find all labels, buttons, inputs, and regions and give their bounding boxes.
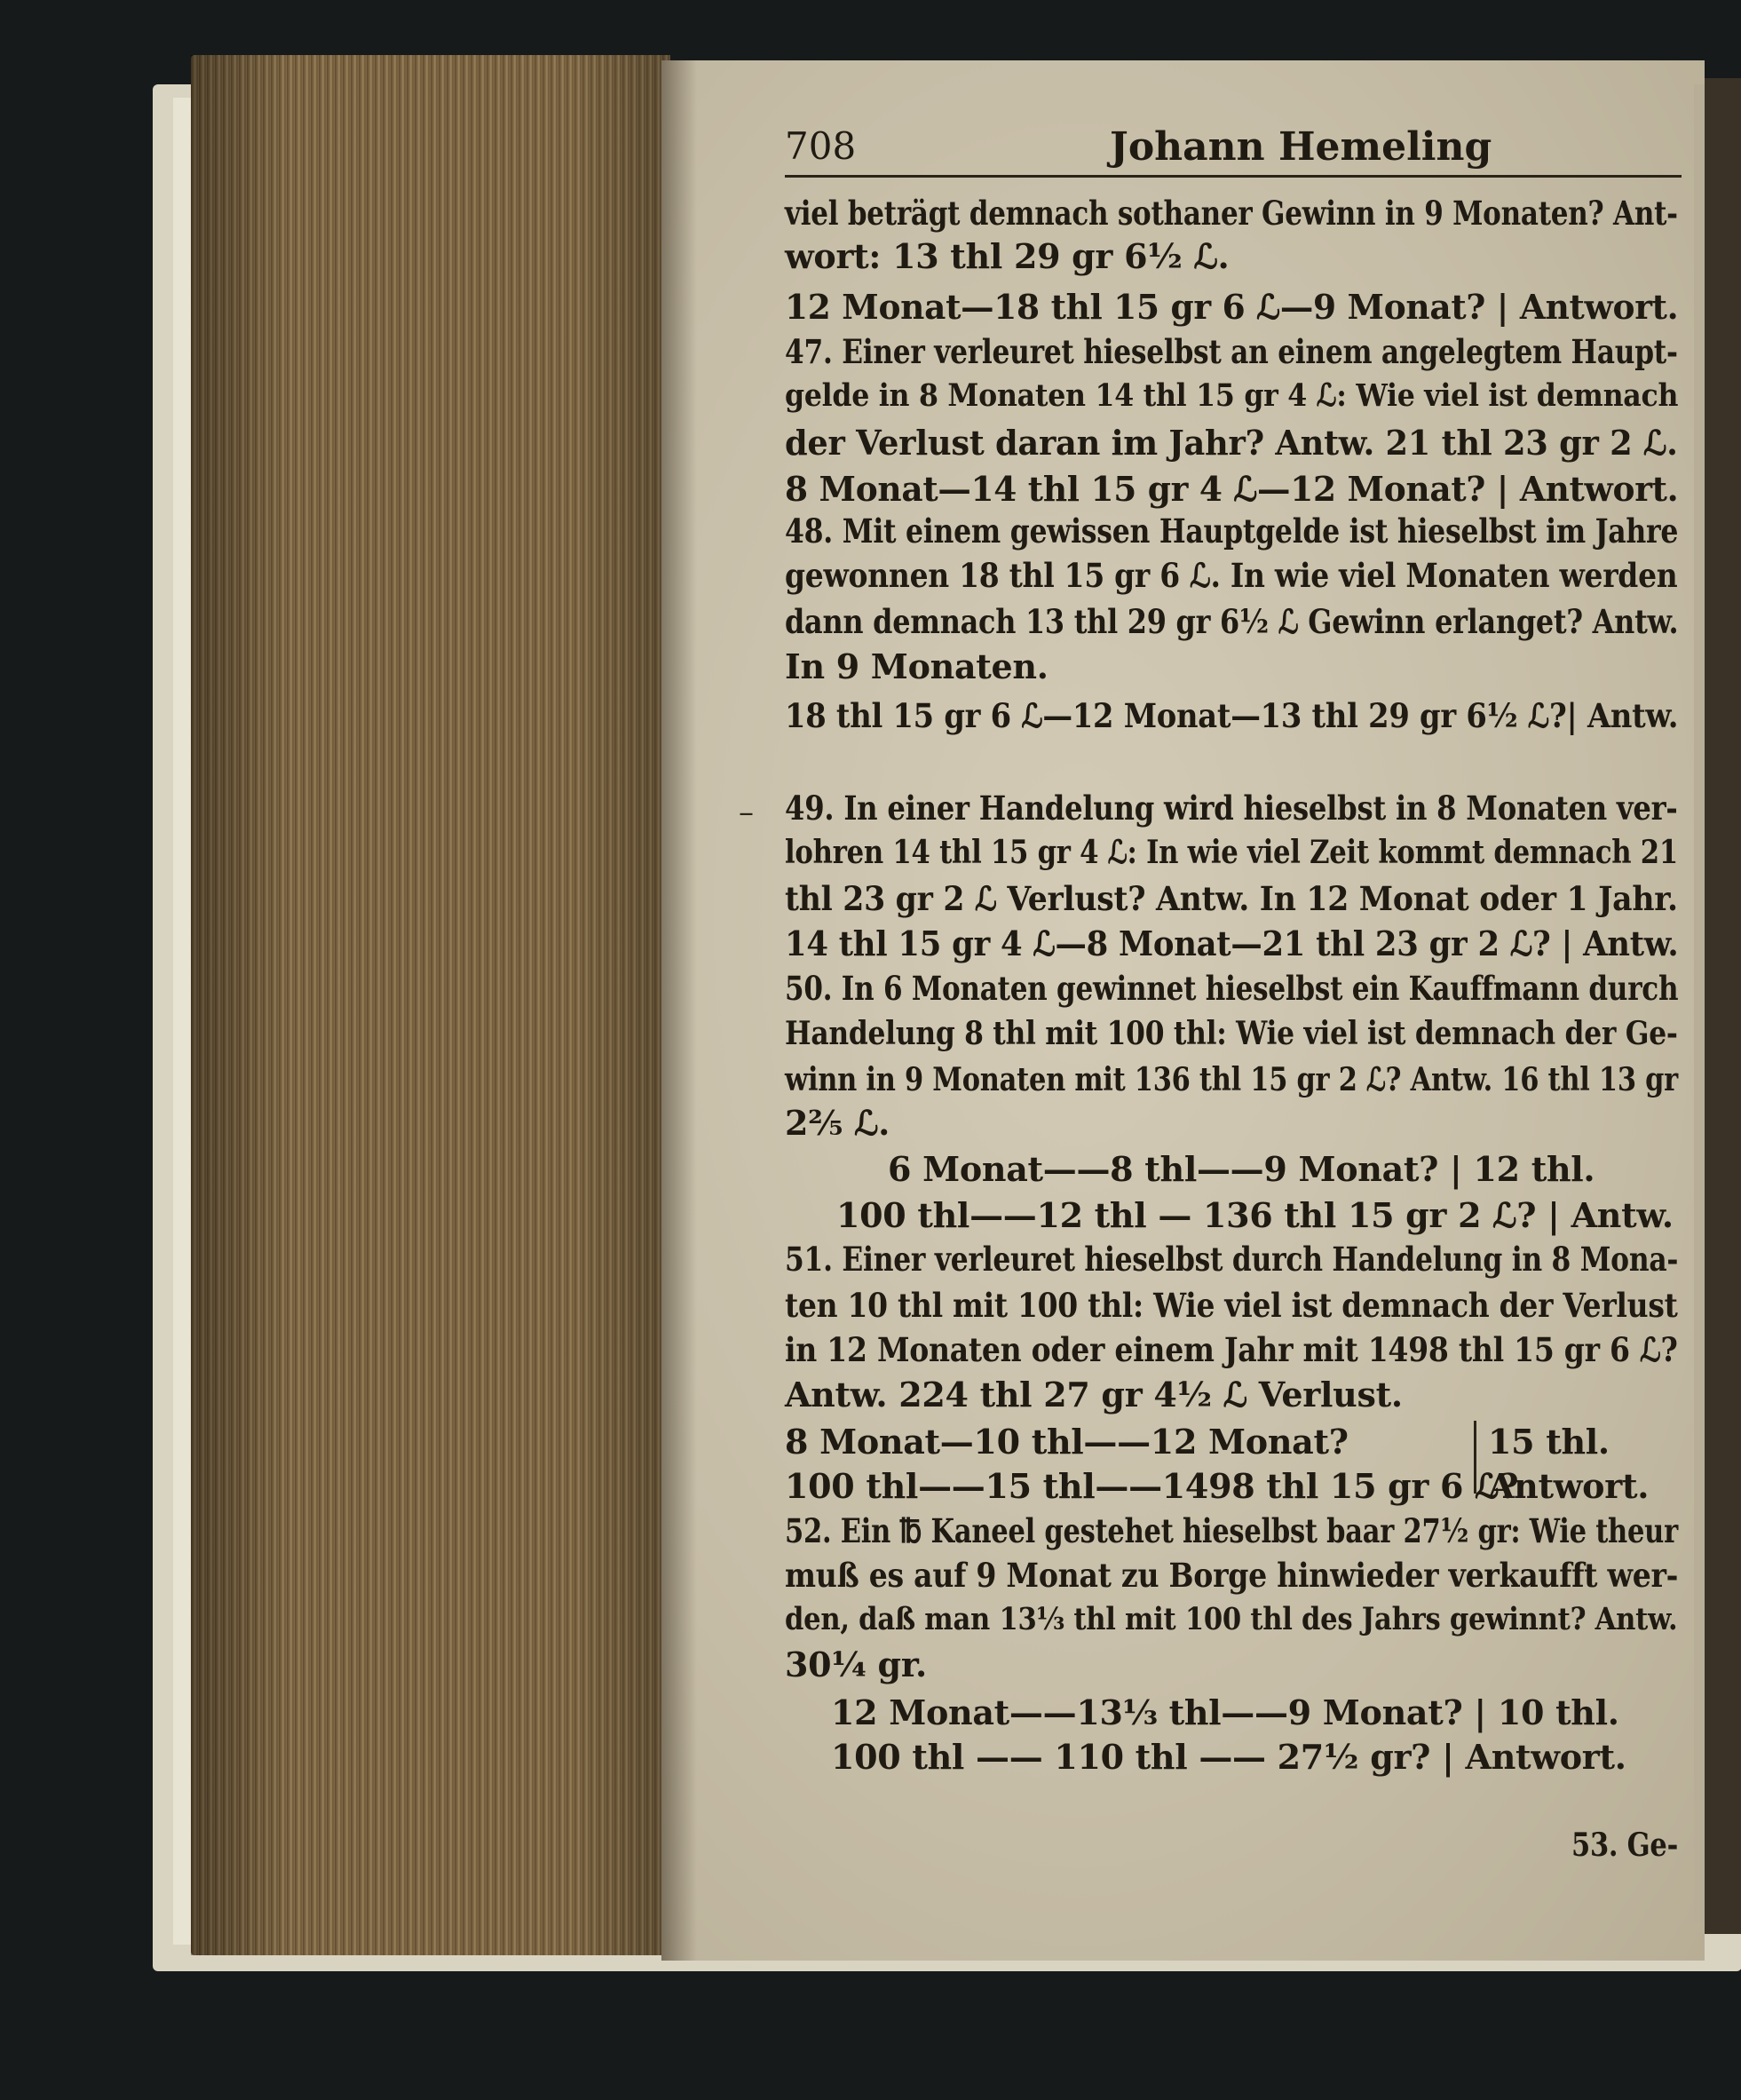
text-line: 51. Einer verleuret hieselbst durch Handelung in 8 Mona- bbox=[785, 1240, 1679, 1279]
text-line: muß es auf 9 Monat zu Borge hinwieder verkaufft wer- bbox=[785, 1556, 1679, 1595]
text-line: 100 thl——12 thl — 136 thl 15 gr 2 ℒ? | Antw. bbox=[836, 1195, 1674, 1235]
text-line: ten 10 thl mit 100 thl: Wie viel ist demnach der Verlust bbox=[785, 1286, 1678, 1325]
text-line: winn in 9 Monaten mit 136 thl 15 gr 2 ℒ? Antw. 16 thl 13 gr bbox=[785, 1061, 1678, 1098]
text-line: Handelung 8 thl mit 100 thl: Wie viel ist demnach der Ge- bbox=[785, 1015, 1678, 1052]
text-line: viel beträgt demnach sothaner Gewinn in 9 Monaten? Ant- bbox=[785, 194, 1678, 233]
text-line: 100 thl —— 110 thl —— 27½ gr? | Antwort. bbox=[831, 1737, 1626, 1777]
text-line: 12 Monat—18 thl 15 gr 6 ℒ—9 Monat? | Antwort. bbox=[785, 287, 1679, 327]
text-line: 47. Einer verleuret hieselbst an einem angelegtem Haupt- bbox=[785, 332, 1678, 371]
text-line: wort: 13 thl 29 gr 6½ ℒ. bbox=[785, 236, 1230, 276]
text-line: thl 23 gr 2 ℒ Verlust? Antw. In 12 Monat oder 1 Jahr. bbox=[785, 879, 1678, 918]
page-number: 708 bbox=[785, 124, 857, 168]
text-line: In 9 Monaten. bbox=[785, 646, 1049, 686]
text-line: 14 thl 15 gr 4 ℒ—8 Monat—21 thl 23 gr 2 ℒ? | Antw. bbox=[785, 923, 1679, 963]
header-rule bbox=[785, 175, 1682, 178]
text-line: 8 Monat—10 thl——12 Monat? bbox=[785, 1422, 1349, 1462]
text-line: 50. In 6 Monaten gewinnet hieselbst ein Kauffmann durch bbox=[785, 969, 1679, 1008]
text-line: lohren 14 thl 15 gr 4 ℒ: In wie viel Zeit kommt demnach 21 bbox=[785, 834, 1679, 871]
text-line: in 12 Monaten oder einem Jahr mit 1498 thl 15 gr 6 ℒ? bbox=[785, 1330, 1678, 1369]
running-title: Johann Hemeling bbox=[1110, 124, 1492, 170]
text-line: dann demnach 13 thl 29 gr 6½ ℒ Gewinn erlanget? Antw. bbox=[785, 602, 1679, 641]
text-line: 8 Monat—14 thl 15 gr 4 ℒ—12 Monat? | Antwort. bbox=[785, 469, 1679, 509]
catchword: 53. Ge- bbox=[1571, 1827, 1678, 1864]
text-line: 15 thl. bbox=[1488, 1422, 1610, 1462]
text-line: 48. Mit einem gewissen Hauptgelde ist hieselbst im Jahre bbox=[785, 511, 1679, 551]
text-line: gelde in 8 Monaten 14 thl 15 gr 4 ℒ: Wie viel ist demnach bbox=[785, 377, 1679, 414]
text-line: gewonnen 18 thl 15 gr 6 ℒ. In wie viel Monaten werden bbox=[785, 556, 1678, 595]
text-line: den, daß man 13⅓ thl mit 100 thl des Jahrs gewinnt? Antw. bbox=[785, 1601, 1678, 1637]
text-line: 2⅖ ℒ. bbox=[785, 1103, 890, 1143]
text-line: 12 Monat——13⅓ thl——9 Monat? | 10 thl. bbox=[831, 1692, 1619, 1732]
text-line: 49. In einer Handelung wird hieselbst in 8 Monaten ver- bbox=[785, 788, 1678, 828]
text-line: 100 thl——15 thl——1498 thl 15 gr 6 ℒ? bbox=[785, 1466, 1519, 1506]
text-line: der Verlust daran im Jahr? Antw. 21 thl 23 gr 2 ℒ. bbox=[785, 423, 1678, 463]
margin-mark: – bbox=[739, 795, 754, 830]
text-line: Antw. 224 thl 27 gr 4½ ℒ Verlust. bbox=[785, 1375, 1403, 1415]
text-line: 30¼ gr. bbox=[785, 1644, 927, 1684]
text-line: 18 thl 15 gr 6 ℒ—12 Monat—13 thl 29 gr 6½ ℒ?| Antw. bbox=[785, 696, 1679, 735]
text-line: 52. Ein ℔ Kaneel gestehet hieselbst baar 27½ gr: Wie theur bbox=[785, 1511, 1678, 1550]
text-line: 6 Monat——8 thl——9 Monat? | 12 thl. bbox=[888, 1149, 1595, 1189]
text-line: Antwort. bbox=[1488, 1466, 1650, 1506]
